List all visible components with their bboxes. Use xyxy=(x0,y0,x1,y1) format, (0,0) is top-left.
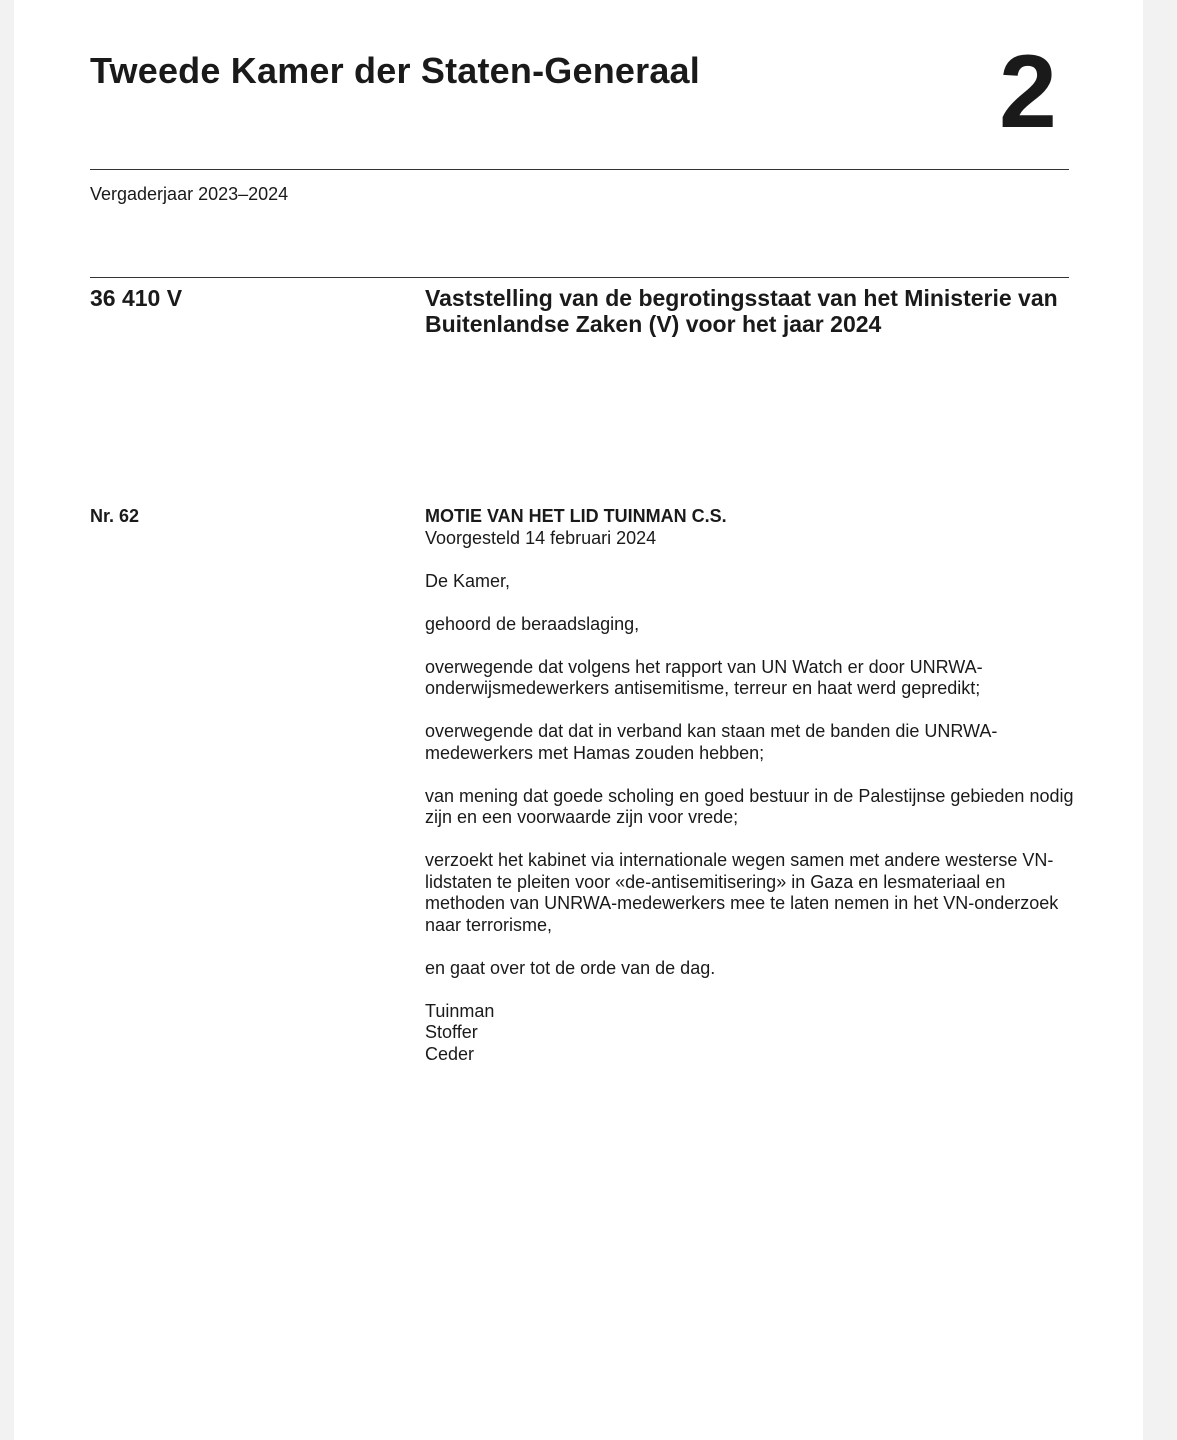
motion-paragraph: verzoekt het kabinet via internationale wegen samen met andere westerse VN-lidstaten te pleiten voor «de-antisemitisering» in Gaza en lesmateriaal en methoden van UNRWA-medewerkers mee te laten nemen in het VN-onderzoek naar terrorisme, xyxy=(425,850,1059,935)
motion-paragraph: en gaat over tot de orde van de dag. xyxy=(425,957,716,978)
document-page xyxy=(14,0,1143,1440)
signatory-name: Tuinman xyxy=(425,1000,495,1021)
signatory-name: Stoffer xyxy=(425,1022,478,1042)
dossier-number: 36 410 V xyxy=(90,285,183,311)
motion-paragraph: overwegende dat dat in verband kan staan met de banden die UNRWA-medewerkers met Hamas zouden hebben; xyxy=(425,721,998,763)
motion-paragraph: overwegende dat volgens het rapport van UN Watch er door UNRWA-onderwijsmedewerkers antisemitisme, terreur en haat werd gepredikt; xyxy=(425,656,983,698)
motion-heading: MOTIE VAN HET LID TUINMAN C.S. xyxy=(425,506,727,526)
motion-body xyxy=(425,506,1075,1065)
dossier-title: Vaststelling van de begrotingsstaat van het Ministerie van Buitenlandse Zaken (V) voor het jaar 2024 xyxy=(425,285,1058,337)
signatories xyxy=(425,1001,1075,1066)
motion-paragraph: van mening dat goede scholing en goed bestuur in de Palestijnse gebieden nodig zijn en een voorwaarde zijn voor vrede; xyxy=(425,785,1074,827)
divider-dossier xyxy=(90,277,1069,278)
signatory-name: Ceder xyxy=(425,1043,475,1064)
issue-number: 2 xyxy=(999,34,1057,150)
chamber-title: Tweede Kamer der Staten-Generaal xyxy=(90,50,700,91)
motion-paragraph: De Kamer, xyxy=(425,570,511,591)
divider-top xyxy=(90,169,1069,170)
session-year: Vergaderjaar 2023–2024 xyxy=(90,184,289,204)
motion-date: Voorgesteld 14 februari 2024 xyxy=(425,527,657,548)
document-number: Nr. 62 xyxy=(90,506,140,526)
motion-paragraph: gehoord de beraadslaging, xyxy=(425,613,640,634)
